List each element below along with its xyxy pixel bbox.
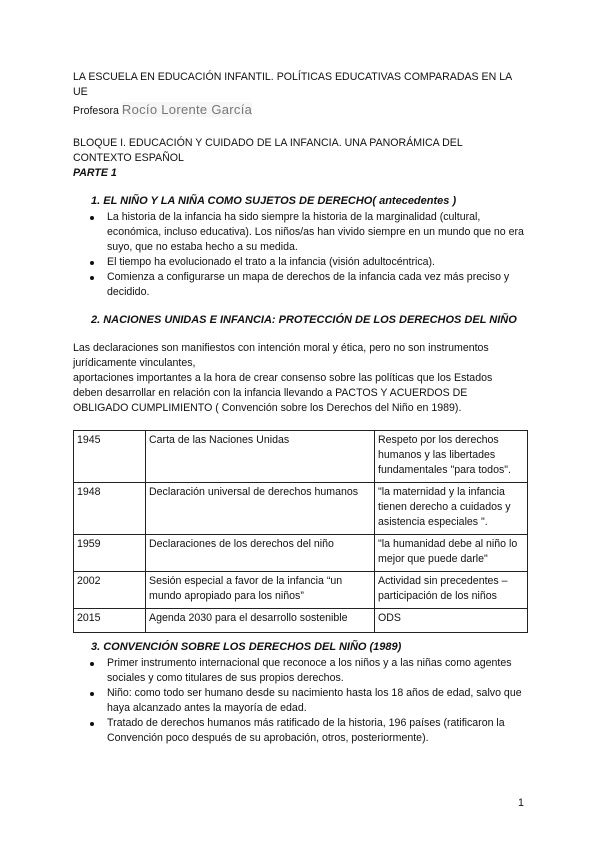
- table-row: [74, 431, 528, 483]
- list-item: Niño: como todo ser humano desde su nacimiento hasta los 18 años de edad, salvo que haya alcanzado antes la mayoría de edad.: [107, 686, 538, 716]
- table-row: [74, 609, 528, 633]
- part-label: PARTE 1: [73, 167, 117, 179]
- list-item: Tratado de derechos humanos más ratificado de la historia, 196 países (ratificaron la Convención poco después de su aprobación, otros, posteriormente).: [107, 716, 538, 746]
- list-item: La historia de la infancia ha sido siempre la historia de la marginalidad (cultural, económica, incluso educativa). Los niños/as han vivido siempre en un mundo que no era suyo, que no estaba hecho a su medida.: [107, 210, 533, 255]
- table-row: [74, 483, 528, 535]
- event-cell: Carta de las Naciones Unidas: [146, 431, 375, 483]
- page-number: 1: [518, 797, 524, 809]
- list-item: El tiempo ha evolucionado el trato a la infancia (visión adultocéntrica).: [107, 255, 533, 270]
- list-item: Primer instrumento internacional que reconoce a los niños y a las niñas como agentes sociales y como titulares de sus propios derechos.: [107, 656, 538, 686]
- table-row: [74, 572, 528, 609]
- professor-label: Profesora: [73, 105, 119, 117]
- un-declarations-table: [73, 430, 528, 633]
- section-1: [73, 194, 533, 300]
- year-cell: 1948: [74, 483, 146, 535]
- block-heading: [73, 136, 513, 181]
- document-title: LA ESCUELA EN EDUCACIÓN INFANTIL. POLÍTICAS EDUCATIVAS COMPARADAS EN LA UE: [73, 71, 512, 98]
- section-3: [73, 640, 538, 746]
- paragraph: Las declaraciones son manifiestos con intención moral y ética, pero no son instrumentos jurídicamente vinculantes,: [73, 342, 489, 369]
- event-cell: Declaraciones de los derechos del niño: [146, 535, 375, 572]
- year-cell: 2015: [74, 609, 146, 633]
- list-item: Comienza a configurarse un mapa de derechos de la infancia cada vez más preciso y decidido.: [107, 270, 533, 300]
- year-cell: 1959: [74, 535, 146, 572]
- document-header: [73, 70, 523, 119]
- table-row: [74, 535, 528, 572]
- section-3-heading: 3. CONVENCIÓN SOBRE LOS DERECHOS DEL NIÑO (1989): [91, 641, 402, 653]
- note-cell: "la humanidad debe al niño lo mejor que puede darle": [375, 535, 528, 572]
- note-cell: ODS: [375, 609, 528, 633]
- year-cell: 2002: [74, 572, 146, 609]
- section-1-heading: 1. EL NIÑO Y LA NIÑA COMO SUJETOS DE DERECHO( antecedentes ): [91, 195, 457, 207]
- paragraph: aportaciones importantes a la hora de crear consenso sobre las políticas que los Estados deben desarrollar en relación con la infancia llevando a PACTOS Y ACUERDOS DE OBLIGADO CUMPLIMIENTO ( Convención sobre los Derechos del Niño en 1989).: [73, 372, 493, 414]
- event-cell: Declaración universal de derechos humanos: [146, 483, 375, 535]
- block-title: BLOQUE I. EDUCACIÓN Y CUIDADO DE LA INFANCIA. UNA PANORÁMICA DEL CONTEXTO ESPAÑOL: [73, 137, 463, 164]
- professor-name: Rocío Lorente García: [121, 102, 253, 117]
- event-cell: Sesión especial a favor de la infancia “un mundo apropiado para los niños”: [146, 572, 375, 609]
- section-2-heading: 2. NACIONES UNIDAS E INFANCIA: PROTECCIÓN DE LOS DERECHOS DEL NIÑO: [91, 314, 517, 326]
- note-cell: Respeto por los derechos humanos y las libertades fundamentales "para todos".: [375, 431, 528, 483]
- section-2: [73, 313, 538, 416]
- note-cell: "la maternidad y la infancia tienen derecho a cuidados y asistencia especiales ".: [375, 483, 528, 535]
- year-cell: 1945: [74, 431, 146, 483]
- event-cell: Agenda 2030 para el desarrollo sostenible: [146, 609, 375, 633]
- note-cell: Actividad sin precedentes – participación de los niños: [375, 572, 528, 609]
